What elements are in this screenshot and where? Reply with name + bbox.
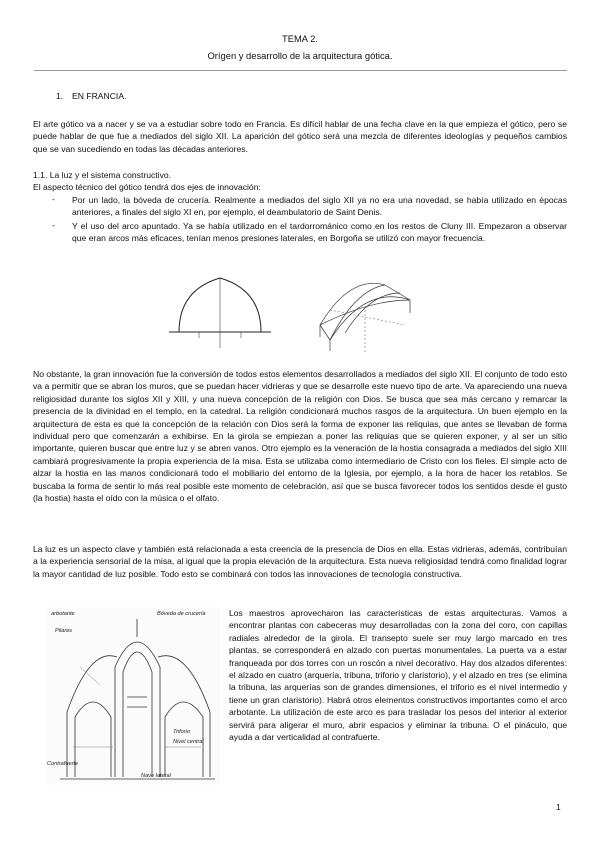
body-paragraph-1: No obstante, la gran innovación fue la conversión de todos estos elementos desarrollados a mediados del siglo XII. El conjunto de todo esto va a permitir que se abran los muros, que se puedan hacer vidrieras y que se desarrolle este nuevo tipo de arte. Va apareciendo una nueva religiosidad durante los siglos XII y XIII, y una nueva concepción de la religión con Dios. Se busca que sea más cercano y remarcar la presencia de la divinidad en el templo, en la catedral. La religión condicionará muchos rasgos de la arquitectura. Un buen ejemplo en la arquitectura de esta es que la concepción de la relación con Dios será la forma de exponer las reliquias, que antes se llevaban de forma individual pero que comenzarán a exhibirse. En la girola se empiezan a poner las reliquias que se quieren exponer, y al ser un sitio importante, quieren buscar que entre luz y se abren vanos. Otro ejemplo es la veneración de la hostia consagrada a mediados del siglo XIII cambiará progresivamente la propia experiencia de la misa. Esta se utilizaba como intermediario de Cristo con los fieles. El simple acto de alzar la hostia en las manos condicionará todo el mobiliario del entorno de la Iglesia, por ejemplo, a la hora de hacer los retablos. Se buscaba la forma de sentir lo más real posible este momento de celebración, así que se busca favorecer todos los sentidos desde el gusto (la hostia) hasta el oído con la música o el olfato.	[33, 369, 567, 504]
section-heading: EN FRANCIA.	[72, 91, 127, 101]
intro-paragraph: El arte gótico va a nacer y se va a estudiar sobre todo en Francia. Es difícil hablar de una fecha clave en la que empieza el gótico, pero se puede hablar de que fue a mediados del siglo XII. La aparición del gótico será una mezcla de diferentes ideologías y pequeños cambios que se van sucediendo en todas las décadas anteriores.	[33, 119, 567, 154]
section-number: 1.	[56, 91, 64, 101]
label-triforio: Triforio	[173, 729, 190, 735]
doc-title: Orígen y desarrollo de la arquitectura gótica.	[207, 50, 393, 61]
doc-topic: TEMA 2.	[282, 33, 318, 44]
label-contrafuerte: Contrafuerte	[47, 761, 79, 767]
pointed-arch-figure	[165, 270, 275, 352]
subsection-lead: El aspecto técnico del gótico tendrá dos ejes de innovación:	[33, 182, 261, 192]
body-paragraph-2: La luz es un aspecto clave y también está relacionada a esta creencia de la presencia de Dios en ella. Estas vidrieras, además, contribuían a la experiencia sensorial de la misa, al igual que la propia elevación de la arquitectura. Esta nueva religiosidad tendrá como finalidad lograr la mayor cantidad de luz posible. Todo esto se combinará con todos las innovaciones de tecnología constructiva.	[33, 544, 567, 579]
rib-vault-figure	[310, 265, 425, 355]
subsection-heading: 1.1. La luz y el sistema constructivo.	[33, 170, 172, 180]
label-nave: Nave lateral	[141, 773, 171, 779]
label-arbotante: arbotante	[51, 611, 75, 617]
label-nivel-central: Nivel central	[173, 739, 204, 745]
cathedral-section-figure	[45, 607, 220, 785]
header-divider	[34, 70, 567, 71]
bullet-dash: -	[52, 220, 55, 230]
bullet-item: Y el uso del arco apuntado. Ya se había utilizado en el tardorrománico como en los restos de Cluny III. Empezaron a observar que eran arcos más eficaces, tenían menos presiones laterales, en Borgoña se utilizó con mayor frecuencia.	[72, 221, 567, 244]
bullet-item: Por un lado, la bóveda de crucería. Realmente a mediados del siglo XII ya no era una novedad, se había utilizado en épocas anteriores, a finales del siglo XI en, por ejemplo, el deambulatorio de Saint Denis.	[72, 195, 567, 218]
label-pilares: Pilares	[55, 628, 73, 634]
body-paragraph-3: Los maestros aprovecharon las características de estas arquitecturas. Vamos a encontrar plantas con cabeceras muy desarrolladas con la zona del coro, con capillas radiales alrededor de la girola. El transepto suele ser muy largo marcado en tres plantas, se corresponderá en alzado con puertas monumentales. La puerta va a estar franqueada por dos torres con un roscón a nivel decorativo. Hay dos alzados diferentes: el alzado en cuatro (arquería, tribuna, triforio y claristorio), y el alzado en tres (se elimina la tribuna, las arquerías son de grandes dimensiones, el triforio es el nivel intermedio y tiene un gran claristorio). Habrá otros elementos constructivos importantes como el arco arbotante. La utilización de este arco es para trasladar los pesos del interior al exterior servirá para aligerar el muro, abrir espacios y eliminar la tribuna. O el pináculo, que ayuda a dar verticalidad al contrafuerte.	[229, 608, 567, 743]
page-number: 1	[556, 802, 561, 812]
bullet-dash: -	[52, 194, 55, 204]
label-boveda: Bóveda de crucería	[157, 611, 206, 617]
